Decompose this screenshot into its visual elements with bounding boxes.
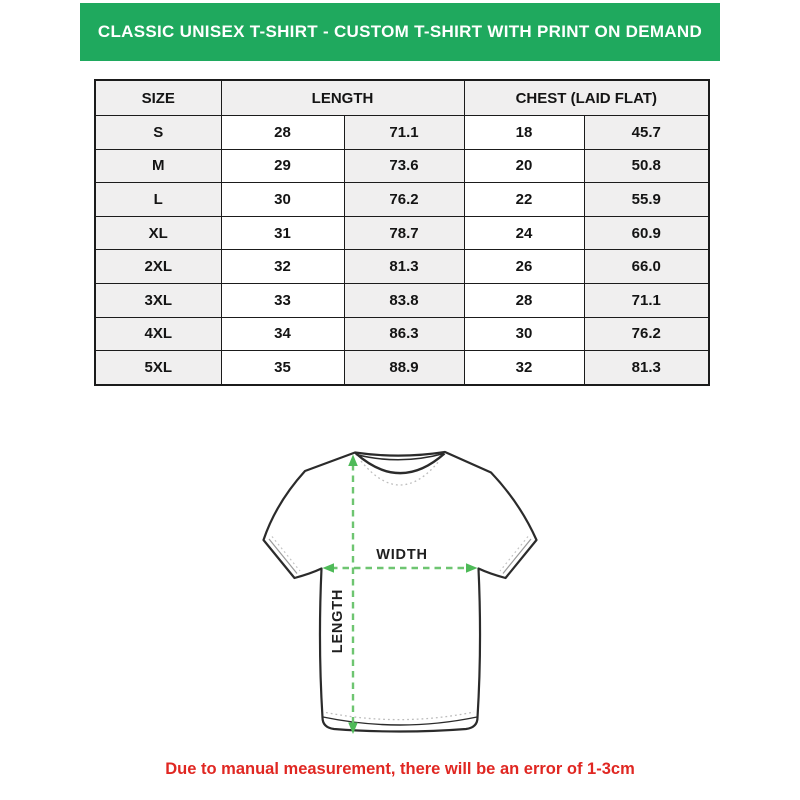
size-cell: 4XL	[95, 317, 221, 351]
table-cell: 32	[464, 351, 584, 385]
length-label: LENGTH	[330, 588, 346, 654]
size-cell: M	[95, 149, 221, 183]
table-row	[95, 317, 709, 351]
table-cell: 83.8	[344, 283, 464, 317]
table-row	[95, 283, 709, 317]
table-cell: 33	[221, 283, 344, 317]
table-row	[95, 183, 709, 217]
size-cell: 3XL	[95, 283, 221, 317]
table-cell: 29	[221, 149, 344, 183]
table-row	[95, 250, 709, 284]
table-cell: 81.3	[344, 250, 464, 284]
table-cell: 30	[221, 183, 344, 217]
table-cell: 32	[221, 250, 344, 284]
size-cell: 5XL	[95, 351, 221, 385]
table-cell: 45.7	[584, 116, 709, 150]
table-cell: 76.2	[584, 317, 709, 351]
measurement-note: Due to manual measurement, there will be an error of 1-3cm	[165, 760, 635, 778]
table-cell: 35	[221, 351, 344, 385]
table-cell: 26	[464, 250, 584, 284]
tshirt-drawing	[248, 440, 552, 750]
table-cell: 50.8	[584, 149, 709, 183]
table-cell: 28	[221, 116, 344, 150]
col-header-length: LENGTH	[221, 80, 464, 116]
table-cell: 66.0	[584, 250, 709, 284]
banner	[80, 3, 720, 61]
width-label: WIDTH	[376, 547, 428, 563]
table-cell: 18	[464, 116, 584, 150]
col-header-size: SIZE	[95, 80, 221, 116]
table-cell: 30	[464, 317, 584, 351]
table-row	[95, 149, 709, 183]
table-cell: 81.3	[584, 351, 709, 385]
tshirt-outline	[264, 452, 537, 732]
size-cell: L	[95, 183, 221, 217]
table-row	[95, 116, 709, 150]
table-cell: 71.1	[344, 116, 464, 150]
table-cell: 28	[464, 283, 584, 317]
table-row	[95, 216, 709, 250]
table-cell: 71.1	[584, 283, 709, 317]
table-cell: 78.7	[344, 216, 464, 250]
table-cell: 22	[464, 183, 584, 217]
table-cell: 76.2	[344, 183, 464, 217]
col-header-chest: CHEST (LAID FLAT)	[464, 80, 709, 116]
table-cell: 34	[221, 317, 344, 351]
size-chart-body	[95, 116, 709, 385]
tshirt-diagram	[248, 440, 552, 750]
table-cell: 86.3	[344, 317, 464, 351]
table-cell: 55.9	[584, 183, 709, 217]
table-cell: 31	[221, 216, 344, 250]
table-header-row	[95, 80, 709, 116]
table-cell: 24	[464, 216, 584, 250]
size-cell: XL	[95, 216, 221, 250]
size-cell: 2XL	[95, 250, 221, 284]
banner-title: CLASSIC UNISEX T-SHIRT - CUSTOM T-SHIRT WITH PRINT ON DEMAND	[97, 22, 703, 41]
size-chart-table	[94, 79, 710, 386]
table-cell: 60.9	[584, 216, 709, 250]
table-cell: 20	[464, 149, 584, 183]
size-cell: S	[95, 116, 221, 150]
table-cell: 88.9	[344, 351, 464, 385]
table-row	[95, 351, 709, 385]
table-cell: 73.6	[344, 149, 464, 183]
